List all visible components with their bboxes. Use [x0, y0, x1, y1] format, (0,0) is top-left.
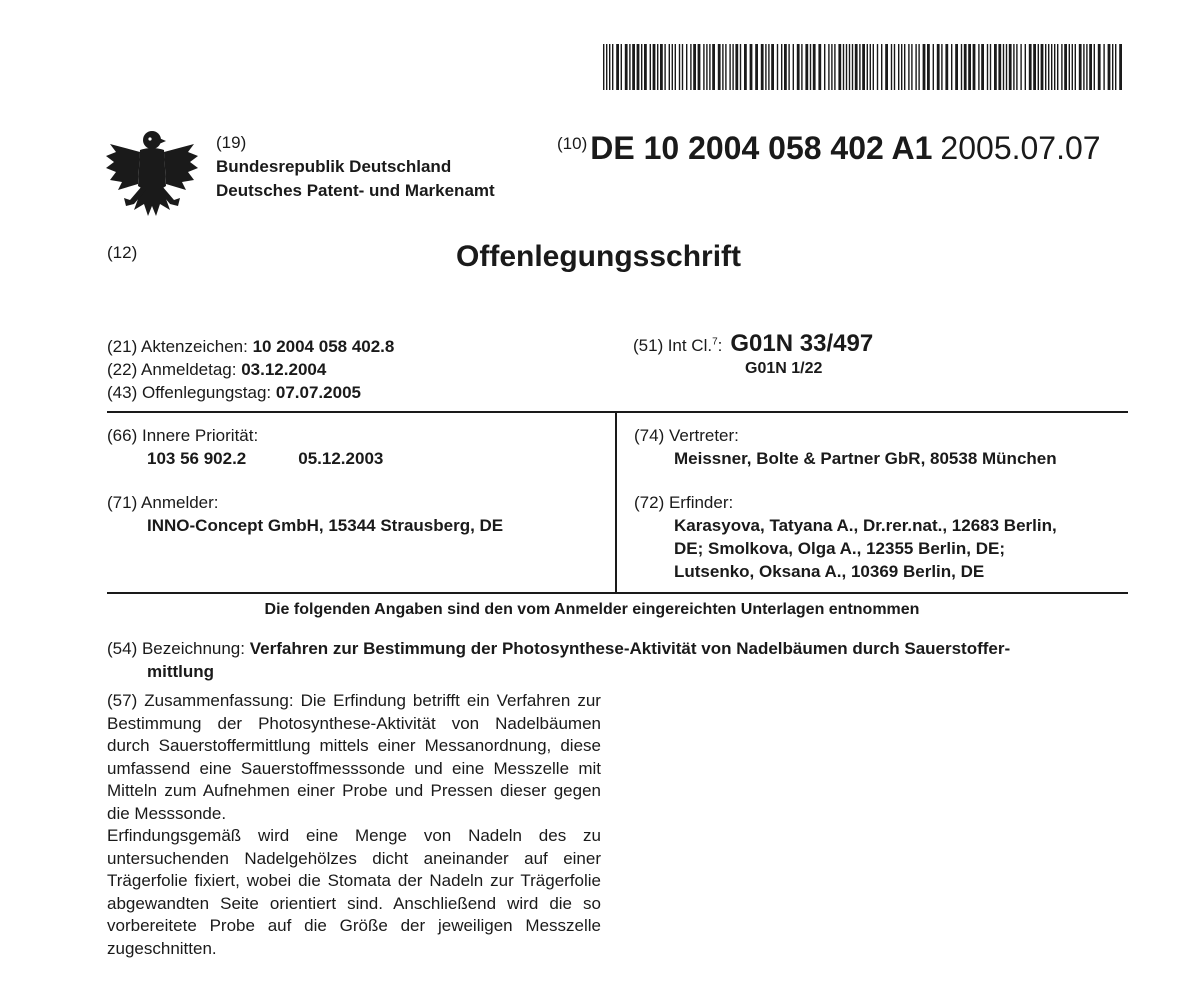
inventors-line: DE; Smolkova, Olga A., 12355 Berlin, DE;	[674, 539, 1005, 558]
filing-date: 03.12.2004	[241, 360, 327, 379]
publication-date-row: (43) Offenlegungstag: 07.07.2005	[107, 383, 361, 402]
filing-date-row: (22) Anmeldetag: 03.12.2004	[107, 360, 327, 379]
title-text: Verfahren zur Bestimmung der Photosynthese-Aktivität von Nadelbäumen durch Sauerstoffer-	[249, 639, 1011, 658]
publication-code: (10)	[557, 134, 588, 153]
invention-title: (54) Bezeichnung: Verfahren zur Bestimmung der Photosynthese-Aktivität von Nadelbäumen durch Sauerstoffer- mittlung	[107, 639, 1011, 681]
priority-date: 05.12.2003	[298, 449, 384, 468]
divider	[615, 411, 617, 593]
ipc-secondary: G01N 1/22	[745, 360, 823, 377]
applicant-name: INNO-Concept GmbH, 15344 Strausberg, DE	[147, 516, 504, 535]
bibliographic-data	[107, 335, 394, 404]
divider	[107, 411, 1128, 413]
applicant-block: (71) Anmelder: INNO-Concept GmbH, 15344 Strausberg, DE	[107, 493, 504, 535]
document-number: DE 10 2004 058 402 A1	[590, 130, 933, 166]
abstract: (57) Zusammenfassung: Die Erfindung betrifft ein Verfahren zur Bestimmung der Photosynthese-Aktivität von Nadelbäumen durch Sauerstoffermittlung mittels einer Messanordnung, diese umfassend eine Sauerstoffmesssonde und eine Messzelle mit Mitteln zum Aufnehmen einer Probe und Pressen dieser gegen die Messsonde. Erfindungsgemäß wird eine Menge von Nadeln des zu untersuchenden Nadelgehölzes dicht aneinander auf einer Trägerfolie fixiert, wobei die Stomata der Nadeln zur Trägerfolie abgewandten Seite orientiert sind. Anschließend wird die so vorbereitete Probe auf die Größe der jeweiligen Messzelle zugeschnitten.	[107, 690, 601, 960]
publication-number	[557, 130, 1101, 167]
office-code: (19)	[216, 133, 247, 152]
inventors-block: (72) Erfinder: Karasyova, Tatyana A., Dr.rer.nat., 12683 Berlin, DE; Smolkova, Olga A., 12355 Berlin, DE; Lutsenko, Oksana A., 10369 Berlin, DE	[634, 493, 1057, 581]
representative-name: Meissner, Bolte & Partner GbR, 80538 München	[674, 449, 1057, 468]
federal-eagle-icon	[104, 126, 200, 226]
office-name: Deutsches Patent- und Markenamt	[216, 181, 495, 200]
ipc-classification: (51) Int Cl.$^7$: G01N 33/497	[633, 330, 874, 357]
inventors-line: Lutsenko, Oksana A., 10369 Berlin, DE	[674, 562, 985, 581]
title-text-continued: mittlung	[147, 662, 215, 681]
ipc-main: G01N 33/497	[730, 330, 874, 357]
file-number: 10 2004 058 402.8	[252, 337, 395, 356]
issuing-office	[216, 131, 495, 203]
priority-block: (66) Innere Priorität: 103 56 902.2 05.12.2003	[107, 426, 384, 468]
laid-open-date: 07.07.2005	[275, 383, 361, 402]
divider	[107, 592, 1128, 594]
priority-number: 103 56 902.2	[147, 449, 247, 468]
representative-block: (74) Vertreter: Meissner, Bolte & Partner GbR, 80538 München	[634, 426, 1057, 468]
abstract-paragraph: Erfindungsgemäß wird eine Menge von Nadeln des zu untersuchenden Nadelgehölzes dicht aneinander auf einer Trägerfolie fixiert, wobei die Stomata der Nadeln zur Trägerfolie abgewandten Seite orientiert sind. Anschließend wird die so vorbereitete Probe auf die Größe der jeweiligen Messzelle zugeschnitten.	[107, 826, 601, 958]
applicant-notice: Die folgenden Angaben sind den vom Anmelder eingereichten Unterlagen entnommen	[264, 601, 920, 618]
barcode-icon	[603, 44, 1125, 90]
document-type-code: (12)	[107, 243, 138, 262]
country-name: Bundesrepublik Deutschland	[216, 157, 452, 176]
document-type: Offenlegungsschrift	[456, 240, 742, 273]
abstract-paragraph: Die Erfindung betrifft ein Verfahren zur Bestimmung der Photosynthese-Aktivität von Nadelbäumen durch Sauerstoffermittlung mittels einer Messanordnung, diese umfassend eine Sauerstoffmesssonde und eine Messzelle mit Mitteln zum Aufnehmen einer Probe und Pressen dieser gegen die Messsonde.	[107, 691, 601, 823]
file-number-row: (21) Aktenzeichen: 10 2004 058 402.8	[107, 337, 395, 356]
publication-date: 2005.07.07	[940, 130, 1101, 166]
inventors-line: Karasyova, Tatyana A., Dr.rer.nat., 12683 Berlin,	[674, 516, 1057, 535]
